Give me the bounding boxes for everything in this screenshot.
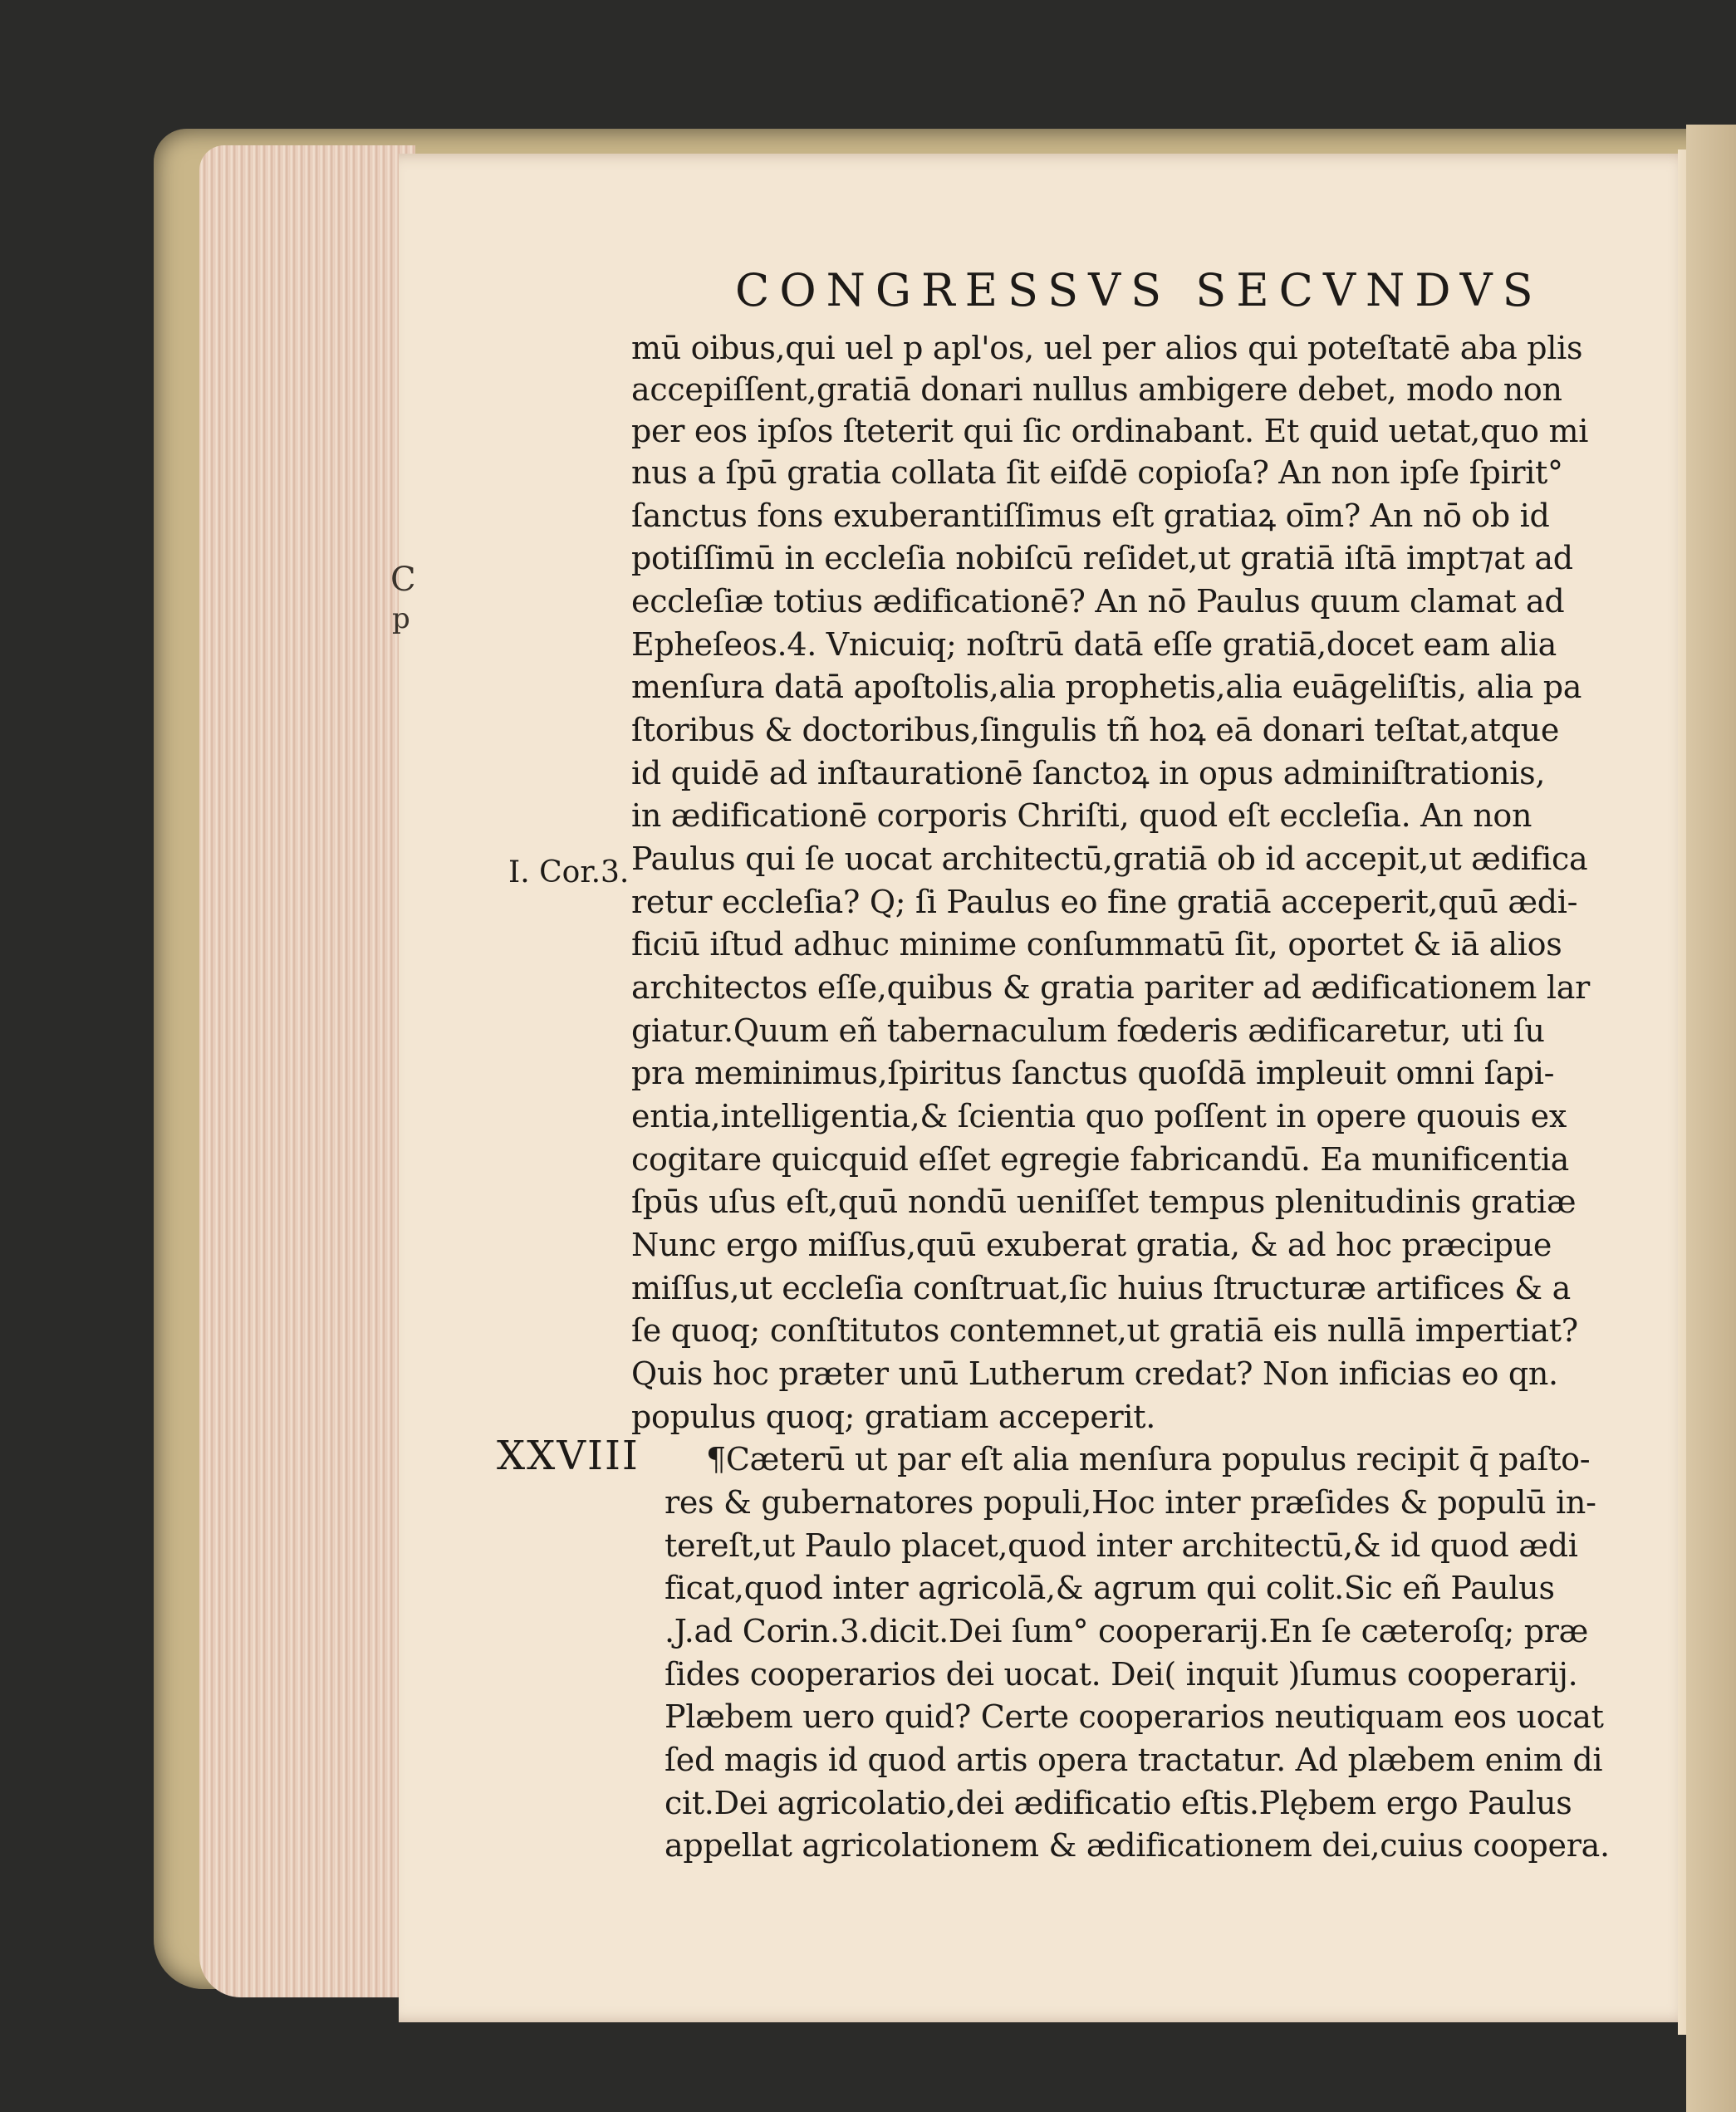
text-line: architectos eſſe,quibus & gratia pariter ad ædificationem lar (631, 969, 1590, 1006)
text-line: ſpūs uſus eſt,quū nondū ueniſſet tempus plenitudinis gratiæ (631, 1183, 1577, 1220)
text-line: tereſt,ut Paulo placet,quod inter architectū,& id quod ædi (664, 1527, 1578, 1564)
section-number: XXVIII (497, 1433, 640, 1479)
text-line: populus quoq; gratiam acceperit. (631, 1399, 1156, 1435)
text-line: Paulus qui ſe uocat architectū,gratiā ob id accepit,ut ædifica (631, 840, 1588, 877)
text-line: giatur.Quum eñ tabernaculum fœderis ædificaretur, uti ſu (631, 1012, 1545, 1049)
text-line: cit.Dei agricolatio,dei ædificatio eſtis.Plębem ergo Paulus (664, 1785, 1572, 1821)
text-line: entia,intelligentia,& ſcientia quo poſſent in opere quouis ex (631, 1098, 1567, 1134)
running-header: CONGRESSVS SECVNDVS (735, 264, 1543, 316)
text-line: miſſus,ut eccleſia conſtruat,ſic huius ſtructuræ artifices & a (631, 1270, 1571, 1306)
text-line: cogitare quicquid eſſet egregie fabricandū. Ea munificentia (631, 1141, 1570, 1178)
text-line: ſe quoq; conſtitutos contemnet,ut gratiā eis nullā impertiat? (631, 1312, 1578, 1349)
text-line: retur eccleſia? Q; ſi Paulus eo fine gratiā acceperit,quū ædi- (631, 884, 1578, 920)
text-line: per eos ipſos ſteterit qui ſic ordinabant. Et quid uetat,quo mi (631, 413, 1589, 449)
page-edges (199, 145, 415, 1997)
text-line: Nunc ergo miſſus,quū exuberat gratia, & ad hoc præcipue (631, 1227, 1552, 1263)
text-line: Plæbem uero quid? Certe cooperarios neutiquam eos uocat (664, 1698, 1604, 1735)
text-line: ficat,quod inter agricolā,& agrum qui colit.Sic eñ Paulus (664, 1570, 1555, 1606)
text-line: Quis hoc præter unū Lutherum credat? Non inficias eo qn. (631, 1355, 1558, 1392)
text-line: ſed magis id quod artis opera tractatur. Ad plæbem enim di (664, 1742, 1603, 1778)
text-line: eccleſiæ totius ædificationē? An nō Paulus quum clamat ad (631, 583, 1565, 620)
text-line: ¶Cæterū ut par eſt alia menſura populus recipit q̄ paſto- (706, 1441, 1591, 1477)
margin-reference: I. Cor.3. (508, 855, 630, 889)
text-line: nus a ſpū gratia collata ſit eiſdē copioſa? An non ipſe ſpirit° (631, 454, 1563, 491)
text-line: ſides cooperarios dei uocat. Dei( inquit )ſumus cooperarij. (664, 1656, 1578, 1693)
text-line: id quidē ad inſtaurationē ſanctoꝝ in opus adminiſtrationis, (631, 755, 1546, 791)
text-line: ſtoribus & doctoribus,ſingulis tñ hoꝝ eā donari teſtat,atque (631, 712, 1560, 748)
text-line: ſanctus fons exuberantiſſimus eſt gratiaꝝ oīm? An nō ob id (631, 497, 1550, 534)
text-line: appellat agricolationem & ædificationem dei,cuius coopera. (664, 1827, 1610, 1864)
text-line: res & gubernatores populi,Hoc inter præſides & populū in- (664, 1484, 1596, 1521)
text-line: Epheſeos.4. Vnicuiq; noſtrū datā eſſe gratiā,docet eam alia (631, 626, 1557, 663)
previous-page-letter: p (392, 602, 410, 635)
text-line: potiſſimū in eccleſia nobiſcū reſidet,ut gratiā iſtā impt⁊at ad (631, 540, 1573, 576)
text-line: .J.ad Corin.3.dicit.Dei ſum° cooperarij.En ſe cæteroſq; præ (664, 1613, 1589, 1649)
text-line: accepiſſent,gratiā donari nullus ambigere debet, modo non (631, 371, 1562, 408)
facing-page-edge (1686, 125, 1736, 2112)
text-line: mū oibus,qui uel p apl'os, uel per alios qui poteſtatē aba plis (631, 330, 1583, 366)
text-line: pra meminimus,ſpiritus ſanctus quoſdā impleuit omni ſapi- (631, 1055, 1555, 1091)
text-line: in ædificationē corporis Chriſti, quod eſt eccleſia. An non (631, 797, 1532, 834)
text-line: ficiū iſtud adhuc minime conſummatū ſit, oportet & iā alios (631, 926, 1562, 963)
previous-page-letter: C (390, 561, 416, 599)
text-line: menſura datā apoſtolis,alia prophetis,alia euāgeliſtis, alia pa (631, 669, 1582, 705)
